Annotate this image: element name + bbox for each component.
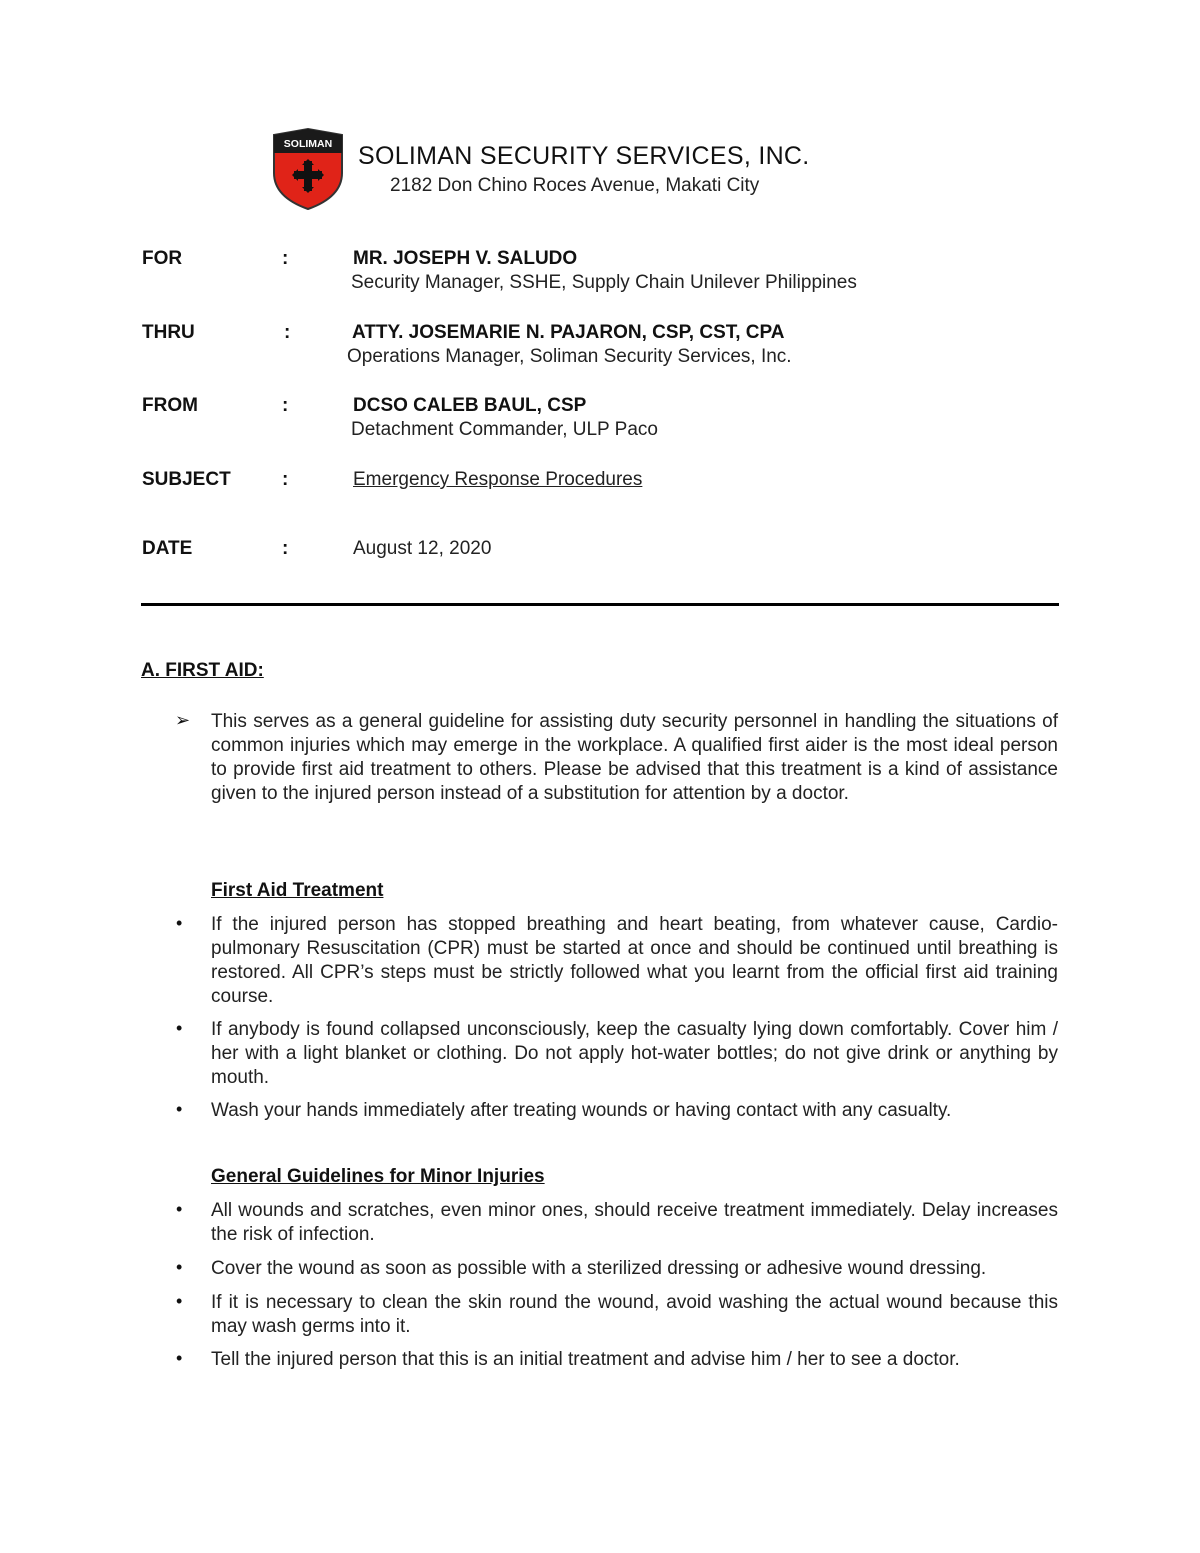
subject-colon: : xyxy=(282,469,289,490)
list-item: Wash your hands immediately after treating wounds or having contact with any casualty. xyxy=(211,1100,952,1121)
minor-injuries-heading: General Guidelines for Minor Injuries xyxy=(211,1166,545,1187)
from-colon: : xyxy=(282,395,289,416)
bullet-icon: • xyxy=(176,1257,183,1277)
subject-label: SUBJECT xyxy=(142,469,231,490)
arrow-bullet-icon: ➢ xyxy=(175,710,191,730)
from-label: FROM xyxy=(142,395,198,416)
list-item: If anybody is found collapsed unconsciously, keep the casualty lying down comfortably. Cover him / her with a light blanket or clothing. Do not apply hot-water bottles; do not give drink or anything by mouth. xyxy=(211,1019,1058,1088)
bullet-icon: • xyxy=(176,913,183,933)
logo-text: SOLIMAN xyxy=(283,138,333,150)
header-divider xyxy=(141,603,1059,606)
list-item: Tell the injured person that this is an initial treatment and advise him / her to see a doctor. xyxy=(211,1349,960,1370)
from-title: Detachment Commander, ULP Paco xyxy=(351,419,658,440)
bullet-icon: • xyxy=(176,1018,183,1038)
date-colon: : xyxy=(282,538,289,559)
list-item: If the injured person has stopped breathing and heart beating, from whatever cause, Cardio-pulmonary Resuscitation (CPR) must be started at once and should be continued until breathing is restored. All CPR’s steps must be strictly followed what you learnt from the official first aid training course. xyxy=(211,914,1058,1007)
intro-paragraph: This serves as a general guideline for assisting duty security personnel in handling the situations of common injuries which may emerge in the workplace. A qualified first aider is the most ideal person to provide first aid treatment to others. Please be advised that this treatment is a kind of assistance given to the injured person instead of a substitution for attention by a doctor. xyxy=(211,711,1058,804)
bullet-icon: • xyxy=(176,1099,183,1119)
thru-label: THRU xyxy=(142,322,195,343)
for-label: FOR xyxy=(142,248,183,269)
for-colon: : xyxy=(282,248,289,269)
subject-value: Emergency Response Procedures xyxy=(353,469,643,490)
section-heading: A. FIRST AID: xyxy=(141,660,264,681)
thru-name: ATTY. JOSEMARIE N. PAJARON, CSP, CST, CPA xyxy=(352,322,785,343)
thru-colon: : xyxy=(284,322,291,343)
for-name: MR. JOSEPH V. SALUDO xyxy=(353,248,578,269)
list-item: If it is necessary to clean the skin round the wound, avoid washing the actual wound because this may wash germs into it. xyxy=(211,1292,1058,1337)
company-address: 2182 Don Chino Roces Avenue, Makati City xyxy=(390,175,760,196)
date-value: August 12, 2020 xyxy=(353,538,492,559)
bullet-icon: • xyxy=(176,1291,183,1311)
bullet-icon: • xyxy=(176,1348,183,1368)
list-item: Cover the wound as soon as possible with a sterilized dressing or adhesive wound dressing. xyxy=(211,1258,987,1279)
from-name: DCSO CALEB BAUL, CSP xyxy=(353,395,587,416)
for-title: Security Manager, SSHE, Supply Chain Unilever Philippines xyxy=(351,272,857,293)
thru-title: Operations Manager, Soliman Security Services, Inc. xyxy=(347,346,792,367)
first-aid-heading: First Aid Treatment xyxy=(211,880,384,901)
company-logo-shield xyxy=(270,127,346,211)
bullet-icon: • xyxy=(176,1199,183,1219)
company-name: SOLIMAN SECURITY SERVICES, INC. xyxy=(358,142,810,170)
date-label: DATE xyxy=(142,538,193,559)
list-item: All wounds and scratches, even minor ones, should receive treatment immediately. Delay increases the risk of infection. xyxy=(211,1200,1058,1245)
